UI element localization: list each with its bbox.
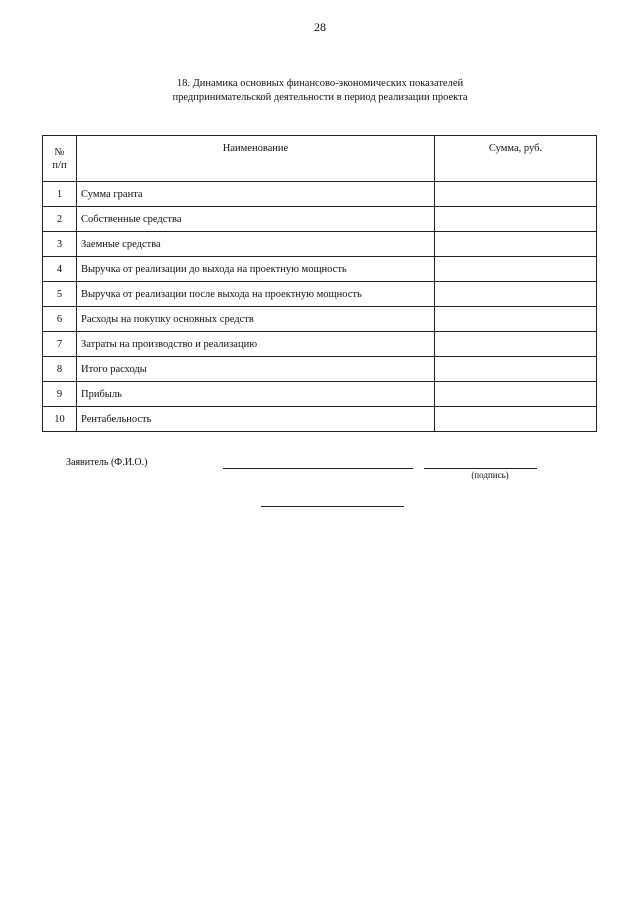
row-name: Заемные средства: [77, 232, 435, 257]
table-row: [43, 357, 597, 382]
financial-indicators-table: [42, 135, 597, 432]
row-sum-cell[interactable]: [435, 257, 597, 282]
row-name: Затраты на производство и реализацию: [77, 332, 435, 357]
row-sum-cell[interactable]: [435, 207, 597, 232]
row-sum-cell[interactable]: [435, 182, 597, 207]
row-sum-cell[interactable]: [435, 357, 597, 382]
row-number: 10: [43, 407, 77, 432]
row-number: 8: [43, 357, 77, 382]
table-row: [43, 382, 597, 407]
row-number: 5: [43, 282, 77, 307]
table-row: [43, 307, 597, 332]
row-number: 7: [43, 332, 77, 357]
row-number: 1: [43, 182, 77, 207]
row-name: Итого расходы: [77, 357, 435, 382]
applicant-label: Заявитель (Ф.И.О.): [66, 457, 148, 468]
row-number: 9: [43, 382, 77, 407]
section-heading-line-2: предпринимательской деятельности в период реализации проекта: [172, 92, 468, 103]
header-number: [43, 136, 77, 182]
table-header-row: [43, 136, 597, 182]
table-row: [43, 407, 597, 432]
table-row: [43, 182, 597, 207]
row-sum-cell[interactable]: [435, 307, 597, 332]
section-heading: [0, 77, 640, 105]
header-sum: Сумма, руб.: [435, 136, 597, 182]
row-name: Сумма гранта: [77, 182, 435, 207]
section-heading-line-1: 18. Динамика основных финансово-экономических показателей: [176, 78, 464, 89]
table-row: [43, 282, 597, 307]
header-number-line-1: №: [54, 146, 65, 158]
bottom-line: [261, 506, 404, 507]
table-row: [43, 207, 597, 232]
row-sum-cell[interactable]: [435, 332, 597, 357]
page-number: 28: [314, 20, 326, 34]
row-sum-cell[interactable]: [435, 282, 597, 307]
row-name: Выручка от реализации после выхода на проектную мощность: [77, 282, 435, 307]
row-number: 6: [43, 307, 77, 332]
table-row: [43, 232, 597, 257]
header-name: Наименование: [77, 136, 435, 182]
signature-line: [424, 468, 537, 469]
row-sum-cell[interactable]: [435, 407, 597, 432]
table-row: [43, 332, 597, 357]
row-number: 2: [43, 207, 77, 232]
applicant-name-line: [223, 468, 413, 469]
row-sum-cell[interactable]: [435, 232, 597, 257]
row-name: Расходы на покупку основных средств: [77, 307, 435, 332]
header-number-line-2: п/п: [52, 159, 67, 171]
row-name: Собственные средства: [77, 207, 435, 232]
row-number: 4: [43, 257, 77, 282]
row-number: 3: [43, 232, 77, 257]
row-name: Рентабельность: [77, 407, 435, 432]
row-name: Выручка от реализации до выхода на проектную мощность: [77, 257, 435, 282]
table-row: [43, 257, 597, 282]
signature-caption: (подпись): [471, 470, 509, 480]
table-body: [43, 182, 597, 432]
row-name: Прибыль: [77, 382, 435, 407]
row-sum-cell[interactable]: [435, 382, 597, 407]
